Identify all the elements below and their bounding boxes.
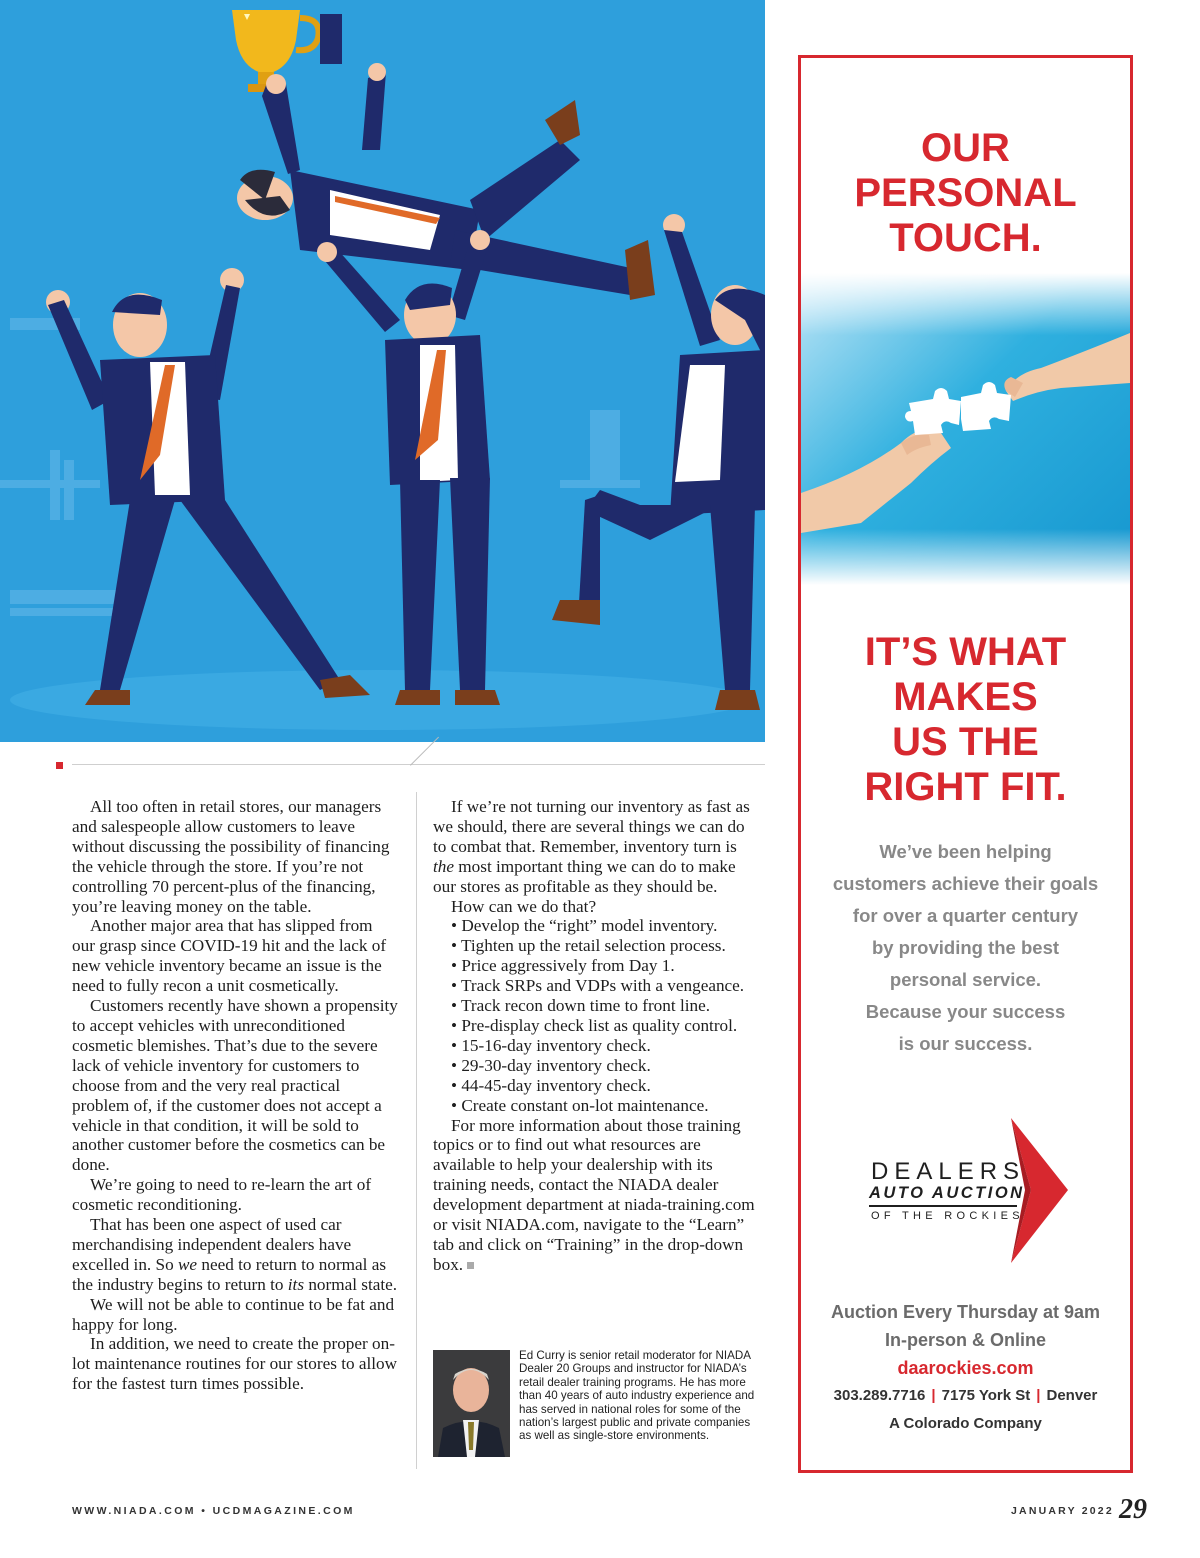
column-divider xyxy=(416,792,417,1469)
street-address: 7175 York St xyxy=(941,1387,1031,1404)
trophy-icon xyxy=(232,10,342,92)
footer-date: JANUARY 2022 xyxy=(1011,1505,1114,1517)
contact-line xyxy=(801,1382,1130,1410)
celebration-illustration xyxy=(0,0,765,742)
company-tagline: A Colorado Company xyxy=(889,1415,1042,1432)
list-item: • 44-45-day inventory check. xyxy=(451,1075,651,1095)
author-photo xyxy=(433,1350,510,1457)
list-item: • Pre-display check list as quality control. xyxy=(451,1015,738,1035)
end-mark xyxy=(467,1262,474,1269)
paragraph: How can we do that? xyxy=(451,896,597,916)
article-column-1 xyxy=(72,797,398,1394)
paragraph: That has been one aspect of used car merchandising independent dealers have excelled in. So we need to return to normal as the industry begins to return to its normal state. xyxy=(72,1215,398,1294)
bullet-list xyxy=(433,916,758,1115)
list-item: • 29-30-day inventory check. xyxy=(451,1055,651,1075)
list-item: • Create constant on-lot maintenance. xyxy=(451,1095,709,1115)
auction-mode: In-person & Online xyxy=(884,1330,1046,1350)
city: Denver xyxy=(1046,1387,1098,1404)
auction-schedule: Auction Every Thursday at 9am xyxy=(830,1302,1101,1322)
ad-body-copy: We’ve been helping customers achieve their goals for over a quarter century by providing the best personal service. Because your success is our success. xyxy=(832,841,1099,1054)
ad-headline-1: OUR PERSONAL TOUCH. xyxy=(854,126,1077,260)
top-rule xyxy=(72,764,765,765)
logo-of-the-rockies: OF THE ROCKIES xyxy=(871,1210,1024,1222)
paragraph: Another major area that has slipped from our grasp since COVID-19 hit and the lack of new vehicle inventory became an issue is the need to fully recon a unit cosmetically. xyxy=(72,916,387,996)
footer-websites: WWW.NIADA.COM • UCDMAGAZINE.COM xyxy=(72,1505,355,1517)
separator: | xyxy=(1036,1387,1041,1404)
right-woman xyxy=(552,214,765,710)
paragraph: Customers recently have shown a propensity to accept vehicles with unreconditioned cosmetic blemishes. That’s due to the severe lack of vehicle inventory for customers to choose from and the very real practical problem of, if the customer does not accept a vehicle in that condition, it will be sold to another customer before the cosmetics can be done. xyxy=(72,996,398,1175)
article-column-2 xyxy=(433,797,758,1275)
paragraph: If we’re not turning our inventory as fast as we should, there are several things we can do to combat that. Remember, inventory turn is the most important thing we can do to make our stores as profitable as they should be. xyxy=(433,797,750,896)
paragraph: All too often in retail stores, our managers and salespeople allow customers to leave without discussing the possibility of financing the vehicle through the store. If you’re not controlling 70 percent-plus of the financing, you’re leaving money on the table. xyxy=(72,797,390,916)
paragraph: For more information about those training topics or to find out what resources are available to help your dealership with its training needs, contact the NIADA dealer development department at niada-training.com or visit NIADA.com, navigate to the “Learn” tab and click on “Training” in the drop-down box. xyxy=(433,1115,755,1274)
lifted-man xyxy=(237,63,655,300)
list-item: • Price aggressively from Day 1. xyxy=(451,956,675,976)
list-item: • 15-16-day inventory check. xyxy=(451,1035,651,1055)
paragraph: In addition, we need to create the proper on-lot maintenance routines for our stores to allow for the fastest turn times possible. xyxy=(72,1334,398,1394)
paragraph: We’re going to need to re-learn the art of cosmetic reconditioning. xyxy=(72,1175,372,1215)
list-item: • Track SRPs and VDPs with a vengeance. xyxy=(451,976,745,996)
list-item: • Tighten up the retail selection process. xyxy=(451,936,726,956)
center-man xyxy=(317,230,500,705)
logo-auto-auction: AUTO AUCTION xyxy=(869,1184,1025,1202)
logo-rule xyxy=(869,1205,1017,1207)
phone-number[interactable]: 303.289.7716 xyxy=(833,1387,926,1404)
puzzle-hands-photo xyxy=(801,273,1130,585)
author-bio: Ed Curry is senior retail moderator for NIADA Dealer 20 Groups and instructor for NIADA’s retail dealer training programs. He has more than 40 years of auto industry experience and has served in national roles for some of the nation’s largest public and private companies as well as single-store environments. xyxy=(519,1349,755,1443)
ad-headline-2: IT’S WHAT MAKES US THE RIGHT FIT. xyxy=(864,630,1067,809)
separator: | xyxy=(931,1387,936,1404)
advertisement xyxy=(798,55,1133,1473)
dealers-auto-auction-logo xyxy=(863,1118,1073,1268)
logo-dealers: DEALERS xyxy=(871,1158,1026,1185)
hero-illustration xyxy=(0,0,765,742)
website-link[interactable]: daarockies.com xyxy=(897,1358,1034,1378)
page-number: 29 xyxy=(1119,1494,1147,1525)
section-marker xyxy=(56,762,63,769)
list-item: • Track recon down time to front line. xyxy=(451,996,711,1016)
paragraph: We will not be able to continue to be fat and happy for long. xyxy=(72,1294,395,1334)
list-item: • Develop the “right” model inventory. xyxy=(451,916,718,936)
ad-contact-block xyxy=(801,1298,1130,1438)
